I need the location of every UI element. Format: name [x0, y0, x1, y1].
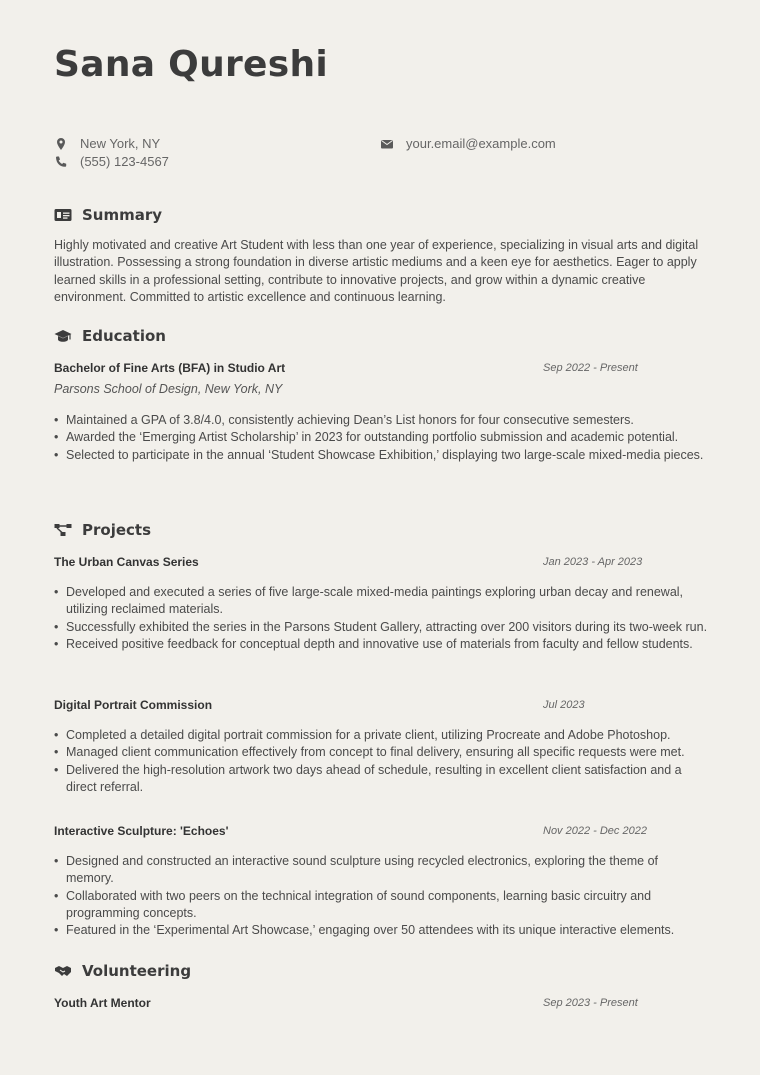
project-title-urban-canvas: The Urban Canvas Series: [54, 555, 199, 569]
projects-heading: [54, 521, 151, 539]
project-date-digital-portrait: Jul 2023: [543, 699, 585, 711]
list-item: • Successfully exhibited the series in the Parsons Student Gallery, attracting over 200 visitors during its two-week run.: [54, 619, 708, 636]
phone-text: (555) 123-4567: [80, 154, 169, 169]
volunteering-title: Youth Art Mentor: [54, 996, 151, 1010]
project-date-urban-canvas: Jan 2023 - Apr 2023: [543, 556, 643, 568]
volunteering-date: Sep 2023 - Present: [543, 997, 638, 1009]
list-item: • Featured in the ‘Experimental Art Showcase,’ engaging over 50 attendees with its unique interactive elements.: [54, 922, 708, 939]
summary-heading: [54, 206, 162, 224]
volunteering-heading-text: Volunteering: [82, 962, 192, 980]
list-item: • Delivered the high-resolution artwork two days ahead of schedule, resulting in excellent client satisfaction and a direct referral.: [54, 762, 708, 797]
education-heading: [54, 327, 166, 345]
list-item: • Maintained a GPA of 3.8/4.0, consistently achieving Dean’s List honors for four consecutive semesters.: [54, 412, 708, 429]
project-title-echoes: Interactive Sculpture: 'Echoes': [54, 824, 229, 838]
education-school: Parsons School of Design, New York, NY: [54, 382, 283, 396]
project-bullets-urban-canvas: [54, 584, 708, 653]
summary-text: Highly motivated and creative Art Student with less than one year of experience, specializing in visual arts and digital illustration. Possessing a strong foundation in diverse artistic mediums and a keen eye for aesthetics. Eager to apply learned skills in a professional setting, contribute to innovative projects, and grow within a dynamic creative environment. Committed to artistic excellence and continuous learning.: [54, 238, 699, 304]
location-text: New York, NY: [80, 136, 161, 151]
envelope-icon: [380, 137, 394, 151]
education-bullets: [54, 412, 708, 464]
volunteering-heading: [54, 962, 191, 980]
list-item: • Designed and constructed an interactive sound sculpture using recycled electronics, exploring the theme of memory.: [54, 853, 708, 888]
summary-heading-text: Summary: [82, 206, 163, 224]
education-heading-text: Education: [82, 327, 166, 345]
list-item: • Completed a detailed digital portrait commission for a private client, utilizing Procreate and Adobe Photoshop.: [54, 727, 708, 744]
education-date: Sep 2022 - Present: [543, 362, 638, 374]
list-item: • Developed and executed a series of five large-scale mixed-media paintings exploring urban decay and renewal, utilizing reclaimed materials.: [54, 584, 708, 619]
contact-location: [54, 136, 160, 151]
phone-icon: [54, 155, 68, 169]
list-item: • Collaborated with two peers on the technical integration of sound components, learning basic circuitry and programming concepts.: [54, 888, 708, 923]
projects-heading-text: Projects: [82, 521, 152, 539]
contact-email: [380, 136, 556, 151]
project-title-digital-portrait: Digital Portrait Commission: [54, 698, 213, 712]
graduation-cap-icon: [54, 328, 72, 344]
project-diagram-icon: [54, 522, 72, 538]
project-date-echoes: Nov 2022 - Dec 2022: [543, 825, 647, 837]
project-bullets-digital-portrait: [54, 727, 708, 796]
handshake-icon: [54, 963, 72, 979]
list-item: • Managed client communication effectively from concept to final delivery, ensuring all specific requests were met.: [54, 744, 708, 761]
contact-phone: [54, 154, 169, 169]
id-card-icon: [54, 207, 72, 223]
candidate-name: Sana Qureshi: [54, 44, 329, 85]
project-bullets-echoes: [54, 853, 708, 939]
list-item: • Selected to participate in the annual ‘Student Showcase Exhibition,’ displaying two large-scale mixed-media pieces.: [54, 447, 708, 464]
list-item: • Awarded the ‘Emerging Artist Scholarship’ in 2023 for outstanding portfolio submission and academic potential.: [54, 429, 708, 446]
list-item: • Received positive feedback for conceptual depth and innovative use of materials from faculty and fellow students.: [54, 636, 708, 653]
education-degree: Bachelor of Fine Arts (BFA) in Studio Art: [54, 361, 286, 375]
map-pin-icon: [54, 137, 68, 151]
email-text: your.email@example.com: [406, 136, 556, 151]
